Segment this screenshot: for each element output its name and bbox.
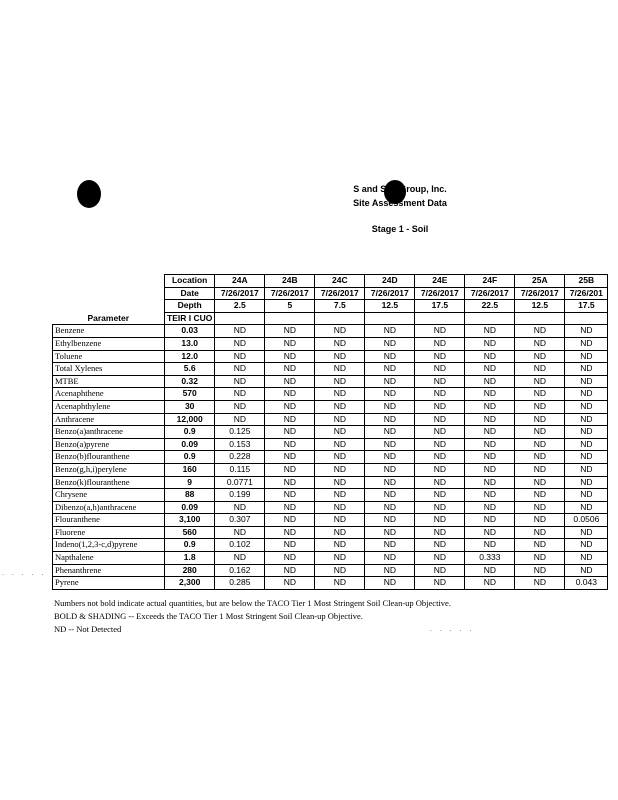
- result-cell: ND: [365, 388, 415, 401]
- result-cell: ND: [515, 438, 565, 451]
- result-cell: ND: [415, 388, 465, 401]
- result-cell: ND: [565, 363, 608, 376]
- result-cell: ND: [515, 514, 565, 527]
- result-cell: ND: [215, 375, 265, 388]
- result-cell: ND: [515, 350, 565, 363]
- result-cell: ND: [365, 577, 415, 590]
- result-cell: ND: [465, 426, 515, 439]
- tier-value: 5.6: [165, 363, 215, 376]
- result-cell: 0.125: [215, 426, 265, 439]
- result-cell: ND: [565, 489, 608, 502]
- result-cell: ND: [415, 501, 465, 514]
- result-cell: ND: [515, 501, 565, 514]
- result-cell: ND: [565, 325, 608, 338]
- result-cell: ND: [265, 438, 315, 451]
- result-cell: ND: [465, 451, 515, 464]
- parameter-name: Benzo(a)pyrene: [53, 438, 165, 451]
- empty-cell: [465, 312, 515, 325]
- note-bold-shading: BOLD & SHADING -- Exceeds the TACO Tier 1 Most Stringent Soil Clean-up Objective.: [54, 611, 363, 621]
- result-cell: ND: [515, 363, 565, 376]
- parameter-name: Dibenzo(a,h)anthracene: [53, 501, 165, 514]
- result-cell: ND: [565, 350, 608, 363]
- result-cell: ND: [315, 451, 365, 464]
- result-cell: ND: [565, 526, 608, 539]
- result-cell: 0.228: [215, 451, 265, 464]
- result-cell: ND: [315, 413, 365, 426]
- scan-noise: . . . . . .: [2, 570, 57, 577]
- result-cell: ND: [315, 514, 365, 527]
- date-row: [53, 287, 608, 300]
- tier-value: 0.09: [165, 438, 215, 451]
- empty-cell: [515, 312, 565, 325]
- table-row: [53, 489, 608, 502]
- result-cell: ND: [315, 564, 365, 577]
- depth-cell: 2.5: [215, 300, 265, 313]
- depth-cell: 12.5: [365, 300, 415, 313]
- table-row: [53, 337, 608, 350]
- parameter-name: Anthracene: [53, 413, 165, 426]
- result-cell: ND: [415, 564, 465, 577]
- tier-value: 0.9: [165, 451, 215, 464]
- table-row: [53, 350, 608, 363]
- report-subtitle: Site Assessment Data: [353, 198, 447, 208]
- result-cell: ND: [215, 325, 265, 338]
- result-cell: 0.115: [215, 463, 265, 476]
- result-cell: ND: [265, 388, 315, 401]
- result-cell: ND: [365, 413, 415, 426]
- stage-label: Stage 1 - Soil: [371, 224, 429, 234]
- result-cell: ND: [515, 476, 565, 489]
- location-label: Location: [165, 275, 215, 288]
- result-cell: ND: [415, 426, 465, 439]
- result-cell: ND: [365, 539, 415, 552]
- result-cell: ND: [415, 325, 465, 338]
- tier-value: 2,300: [165, 577, 215, 590]
- parameter-name: Benzo(b)flouranthene: [53, 451, 165, 464]
- result-cell: ND: [515, 564, 565, 577]
- result-cell: ND: [565, 426, 608, 439]
- result-cell: ND: [565, 463, 608, 476]
- result-cell: ND: [315, 375, 365, 388]
- result-cell: ND: [415, 463, 465, 476]
- result-cell: ND: [315, 476, 365, 489]
- result-cell: ND: [415, 350, 465, 363]
- result-cell: ND: [565, 451, 608, 464]
- table-row: [53, 426, 608, 439]
- result-cell: ND: [315, 426, 365, 439]
- tier-value: 0.9: [165, 539, 215, 552]
- tier-value: 88: [165, 489, 215, 502]
- result-cell: ND: [565, 552, 608, 565]
- location-header: 24F: [465, 275, 515, 288]
- table-row: [53, 564, 608, 577]
- date-cell: 7/26/2017: [415, 287, 465, 300]
- location-header: 25A: [515, 275, 565, 288]
- result-cell: ND: [515, 451, 565, 464]
- result-cell: ND: [365, 552, 415, 565]
- result-cell: ND: [365, 350, 415, 363]
- tier-header: TEIR I CUO: [165, 312, 215, 325]
- result-cell: ND: [265, 489, 315, 502]
- result-cell: ND: [565, 438, 608, 451]
- table-row: [53, 514, 608, 527]
- result-cell: ND: [315, 388, 365, 401]
- result-cell: ND: [465, 400, 515, 413]
- result-cell: ND: [415, 577, 465, 590]
- date-cell: 7/26/2017: [515, 287, 565, 300]
- table-row: [53, 375, 608, 388]
- parameter-name: Benzo(g,h,i)perylene: [53, 463, 165, 476]
- parameter-name: Benzo(k)flouranthene: [53, 476, 165, 489]
- table-row: [53, 539, 608, 552]
- tier-value: 1.8: [165, 552, 215, 565]
- result-cell: ND: [515, 388, 565, 401]
- result-cell: 0.333: [465, 552, 515, 565]
- result-cell: ND: [515, 463, 565, 476]
- result-cell: ND: [415, 552, 465, 565]
- tier-value: 13.0: [165, 337, 215, 350]
- tier-value: 12,000: [165, 413, 215, 426]
- result-cell: ND: [465, 463, 515, 476]
- result-cell: ND: [415, 363, 465, 376]
- result-cell: ND: [265, 426, 315, 439]
- result-cell: ND: [365, 438, 415, 451]
- parameter-name: Indeno(1,2,3-c,d)pyrene: [53, 539, 165, 552]
- result-cell: 0.162: [215, 564, 265, 577]
- parameter-name: Phenanthrene: [53, 564, 165, 577]
- result-cell: ND: [265, 325, 315, 338]
- result-cell: ND: [265, 526, 315, 539]
- result-cell: ND: [215, 413, 265, 426]
- result-cell: ND: [365, 514, 415, 527]
- depth-row: [53, 300, 608, 313]
- parameter-name: Fluorene: [53, 526, 165, 539]
- table-row: [53, 526, 608, 539]
- depth-cell: 17.5: [415, 300, 465, 313]
- result-cell: ND: [215, 388, 265, 401]
- result-cell: ND: [465, 501, 515, 514]
- result-cell: ND: [465, 526, 515, 539]
- result-cell: ND: [365, 489, 415, 502]
- result-cell: ND: [465, 564, 515, 577]
- result-cell: ND: [265, 501, 315, 514]
- result-cell: ND: [515, 552, 565, 565]
- result-cell: ND: [415, 413, 465, 426]
- empty-cell: [565, 312, 608, 325]
- result-cell: ND: [465, 337, 515, 350]
- tier-value: 0.03: [165, 325, 215, 338]
- parameter-name: Flouranthene: [53, 514, 165, 527]
- result-cell: ND: [565, 337, 608, 350]
- date-cell: 7/26/2017: [365, 287, 415, 300]
- result-cell: ND: [415, 526, 465, 539]
- result-cell: ND: [265, 552, 315, 565]
- table-row: [53, 413, 608, 426]
- parameter-name: Ethylbenzene: [53, 337, 165, 350]
- result-cell: ND: [415, 539, 465, 552]
- result-cell: ND: [515, 400, 565, 413]
- result-cell: ND: [265, 400, 315, 413]
- note-not-bold: Numbers not bold indicate actual quantities, but are below the TACO Tier 1 Most Stringent Soil Clean-up Objective.: [54, 598, 451, 608]
- result-cell: ND: [265, 539, 315, 552]
- parameter-name: Toluene: [53, 350, 165, 363]
- result-cell: ND: [465, 539, 515, 552]
- scan-noise: . . . . .: [430, 626, 475, 633]
- empty-cell: [215, 312, 265, 325]
- result-cell: ND: [215, 337, 265, 350]
- depth-cell: 5: [265, 300, 315, 313]
- hole-punch-mark: [77, 180, 101, 208]
- date-cell: 7/26/2017: [265, 287, 315, 300]
- result-cell: 0.0771: [215, 476, 265, 489]
- result-cell: ND: [565, 476, 608, 489]
- blank-cell: [53, 300, 165, 313]
- depth-cell: 12.5: [515, 300, 565, 313]
- result-cell: ND: [515, 375, 565, 388]
- result-cell: ND: [565, 375, 608, 388]
- parameter-name: MTBE: [53, 375, 165, 388]
- result-cell: ND: [365, 400, 415, 413]
- result-cell: ND: [315, 489, 365, 502]
- result-cell: ND: [365, 426, 415, 439]
- result-cell: ND: [565, 564, 608, 577]
- result-cell: ND: [265, 375, 315, 388]
- result-cell: ND: [315, 577, 365, 590]
- result-cell: ND: [565, 501, 608, 514]
- result-cell: ND: [465, 325, 515, 338]
- result-cell: ND: [515, 325, 565, 338]
- result-cell: ND: [265, 363, 315, 376]
- result-cell: ND: [315, 552, 365, 565]
- tier-value: 570: [165, 388, 215, 401]
- result-cell: ND: [365, 375, 415, 388]
- table-row: [53, 363, 608, 376]
- result-cell: ND: [515, 526, 565, 539]
- location-header: 24C: [315, 275, 365, 288]
- result-cell: ND: [315, 325, 365, 338]
- result-cell: ND: [515, 413, 565, 426]
- company-title: S and S In Group, Inc.: [353, 184, 447, 194]
- result-cell: ND: [465, 375, 515, 388]
- table-row: [53, 325, 608, 338]
- result-cell: ND: [415, 438, 465, 451]
- tier-value: 0.9: [165, 426, 215, 439]
- result-cell: ND: [315, 363, 365, 376]
- result-cell: ND: [265, 564, 315, 577]
- date-cell: 7/26/2017: [215, 287, 265, 300]
- result-cell: ND: [415, 400, 465, 413]
- result-cell: ND: [315, 501, 365, 514]
- depth-cell: 22.5: [465, 300, 515, 313]
- result-cell: ND: [265, 413, 315, 426]
- result-cell: ND: [315, 438, 365, 451]
- depth-label: Depth: [165, 300, 215, 313]
- date-label: Date: [165, 287, 215, 300]
- table-row: [53, 501, 608, 514]
- location-header: 24D: [365, 275, 415, 288]
- note-nd: ND -- Not Detected: [54, 624, 122, 634]
- table-row: [53, 451, 608, 464]
- result-cell: ND: [515, 539, 565, 552]
- result-cell: ND: [465, 350, 515, 363]
- result-cell: ND: [215, 350, 265, 363]
- result-cell: ND: [365, 526, 415, 539]
- result-cell: ND: [315, 400, 365, 413]
- result-cell: ND: [315, 463, 365, 476]
- result-cell: ND: [365, 337, 415, 350]
- parameter-header-row: [53, 312, 608, 325]
- result-cell: ND: [465, 388, 515, 401]
- location-row: [53, 275, 608, 288]
- result-cell: ND: [465, 363, 515, 376]
- result-cell: 0.199: [215, 489, 265, 502]
- result-cell: ND: [365, 564, 415, 577]
- result-cell: ND: [365, 363, 415, 376]
- result-cell: ND: [365, 501, 415, 514]
- result-cell: ND: [415, 489, 465, 502]
- result-cell: 0.285: [215, 577, 265, 590]
- table-row: [53, 476, 608, 489]
- tier-value: 0.09: [165, 501, 215, 514]
- tier-value: 3,100: [165, 514, 215, 527]
- empty-cell: [265, 312, 315, 325]
- result-cell: ND: [365, 476, 415, 489]
- result-cell: ND: [565, 400, 608, 413]
- result-cell: ND: [315, 350, 365, 363]
- date-cell: 7/26/2017: [315, 287, 365, 300]
- parameter-name: Pyrene: [53, 577, 165, 590]
- result-cell: ND: [465, 476, 515, 489]
- result-cell: 0.0506: [565, 514, 608, 527]
- date-cell: 7/26/2017: [465, 287, 515, 300]
- result-cell: 0.043: [565, 577, 608, 590]
- result-cell: ND: [465, 413, 515, 426]
- result-cell: ND: [265, 337, 315, 350]
- result-cell: ND: [465, 489, 515, 502]
- result-cell: ND: [465, 577, 515, 590]
- result-cell: ND: [265, 476, 315, 489]
- location-header: 24A: [215, 275, 265, 288]
- tier-value: 160: [165, 463, 215, 476]
- tier-value: 12.0: [165, 350, 215, 363]
- empty-cell: [415, 312, 465, 325]
- result-cell: ND: [365, 463, 415, 476]
- location-header: 24E: [415, 275, 465, 288]
- result-cell: ND: [265, 514, 315, 527]
- depth-cell: 17.5: [565, 300, 608, 313]
- result-cell: ND: [215, 501, 265, 514]
- parameter-name: Napthalene: [53, 552, 165, 565]
- location-header: 24B: [265, 275, 315, 288]
- blank-cell: [53, 287, 165, 300]
- result-cell: ND: [265, 451, 315, 464]
- parameter-name: Acenaphthene: [53, 388, 165, 401]
- parameter-name: Benzene: [53, 325, 165, 338]
- soil-data-table: [52, 274, 608, 590]
- result-cell: ND: [365, 451, 415, 464]
- result-cell: ND: [415, 451, 465, 464]
- result-cell: ND: [515, 489, 565, 502]
- location-header: 25B: [565, 275, 608, 288]
- table-row: [53, 400, 608, 413]
- result-cell: ND: [265, 350, 315, 363]
- table-row: [53, 577, 608, 590]
- tier-value: 9: [165, 476, 215, 489]
- result-cell: ND: [315, 337, 365, 350]
- result-cell: 0.307: [215, 514, 265, 527]
- result-cell: ND: [515, 426, 565, 439]
- result-cell: ND: [265, 463, 315, 476]
- result-cell: ND: [215, 526, 265, 539]
- table-row: [53, 463, 608, 476]
- parameter-name: Chrysene: [53, 489, 165, 502]
- result-cell: 0.153: [215, 438, 265, 451]
- blank-cell: [53, 275, 165, 288]
- tier-value: 0.32: [165, 375, 215, 388]
- table-row: [53, 438, 608, 451]
- empty-cell: [365, 312, 415, 325]
- parameter-name: Benzo(a)anthracene: [53, 426, 165, 439]
- result-cell: ND: [215, 552, 265, 565]
- parameter-header: Parameter: [53, 312, 165, 325]
- result-cell: ND: [465, 514, 515, 527]
- date-cell: 7/26/201: [565, 287, 608, 300]
- result-cell: ND: [315, 526, 365, 539]
- result-cell: ND: [515, 577, 565, 590]
- depth-cell: 7.5: [315, 300, 365, 313]
- table-row: [53, 552, 608, 565]
- result-cell: ND: [215, 363, 265, 376]
- result-cell: ND: [315, 539, 365, 552]
- result-cell: ND: [415, 337, 465, 350]
- result-cell: ND: [465, 438, 515, 451]
- result-cell: ND: [415, 375, 465, 388]
- result-cell: ND: [415, 514, 465, 527]
- table-row: [53, 388, 608, 401]
- empty-cell: [315, 312, 365, 325]
- result-cell: ND: [215, 400, 265, 413]
- result-cell: 0.102: [215, 539, 265, 552]
- result-cell: ND: [515, 337, 565, 350]
- parameter-name: Total Xylenes: [53, 363, 165, 376]
- result-cell: ND: [365, 325, 415, 338]
- result-cell: ND: [565, 413, 608, 426]
- result-cell: ND: [565, 539, 608, 552]
- result-cell: ND: [565, 388, 608, 401]
- parameter-name: Acenaphthylene: [53, 400, 165, 413]
- result-cell: ND: [415, 476, 465, 489]
- tier-value: 30: [165, 400, 215, 413]
- tier-value: 560: [165, 526, 215, 539]
- tier-value: 280: [165, 564, 215, 577]
- result-cell: ND: [265, 577, 315, 590]
